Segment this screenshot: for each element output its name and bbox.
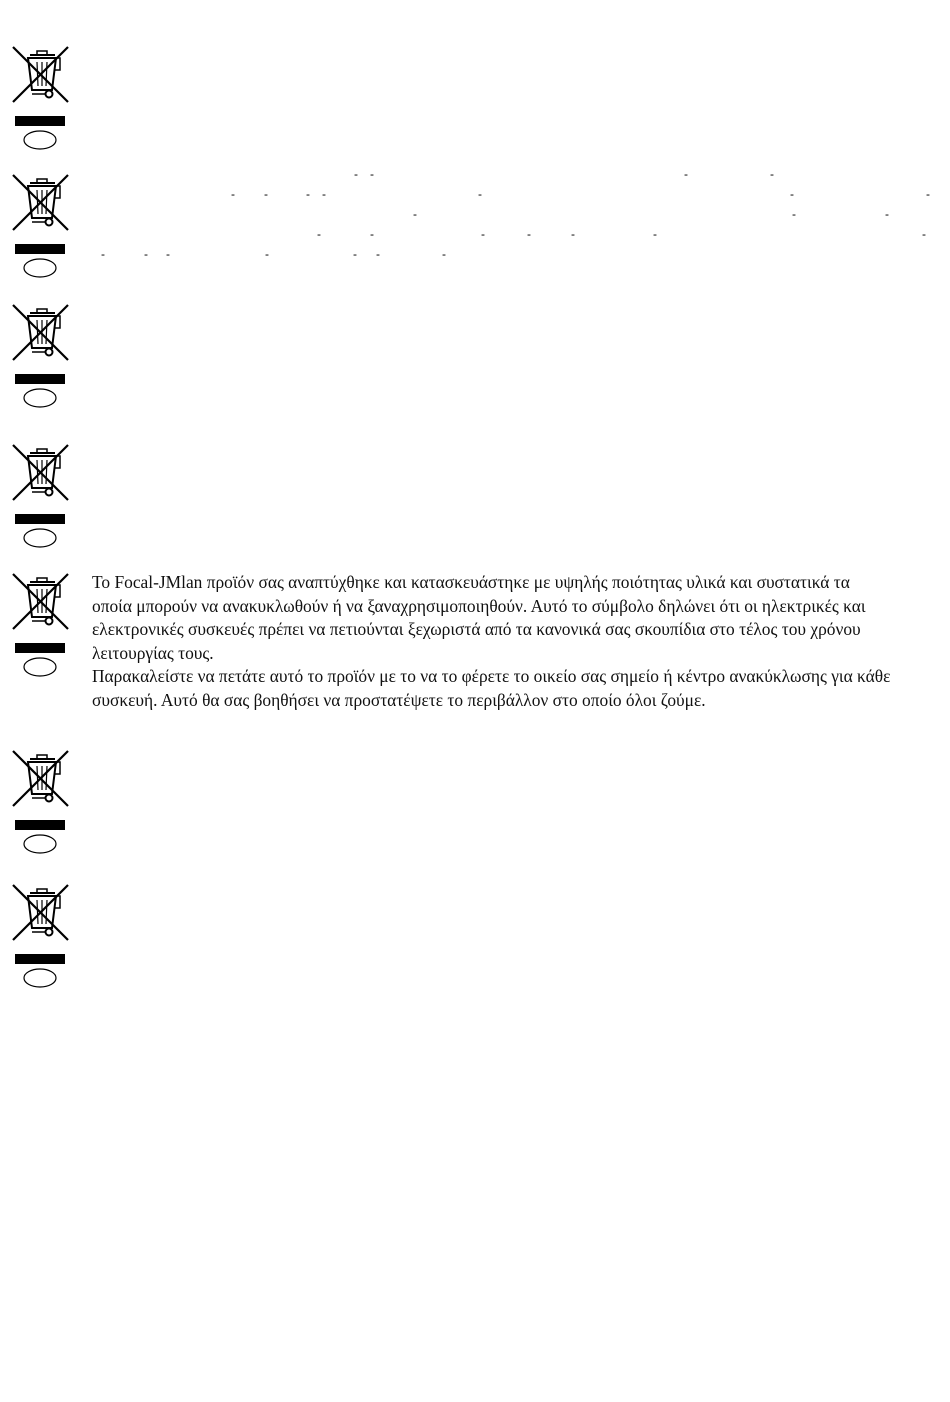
dash-mark: - [770, 167, 774, 181]
dash-mark: - [571, 227, 575, 241]
dash-mark: - [790, 187, 794, 201]
dash-mark: - [264, 187, 268, 201]
weee-icon [10, 172, 70, 282]
dash-mark: - [322, 187, 326, 201]
weee-icon [10, 882, 70, 992]
dash-mark: - [144, 247, 148, 261]
weee-icon [10, 442, 70, 552]
dash-mark: - [265, 247, 269, 261]
weee-icon [10, 302, 70, 412]
dash-mark: - [353, 247, 357, 261]
dash-mark: - [792, 207, 796, 221]
dash-mark: - [885, 207, 889, 221]
recycling-notice-greek [92, 571, 892, 713]
notice-paragraph-2: Παρακαλείστε να πετάτε αυτό το προϊόν με το να το φέρετε το οικείο σας σημείο ή κέντρο ανακύκλωσης για κάθε συσκευή. Αυτό θα σας βοηθήσει να προστατέψετε το περιβάλλον στο οποίο όλοι ζούμε. [92, 666, 891, 710]
dash-mark: - [317, 227, 321, 241]
dash-mark: - [413, 207, 417, 221]
dash-mark: - [922, 227, 926, 241]
dash-mark: - [653, 227, 657, 241]
dash-mark: - [527, 227, 531, 241]
dash-mark: - [442, 247, 446, 261]
dash-mark: - [306, 187, 310, 201]
dash-mark: - [684, 167, 688, 181]
weee-icon [10, 748, 70, 858]
weee-icon [10, 571, 70, 681]
dash-mark: - [354, 167, 358, 181]
dash-mark: - [231, 187, 235, 201]
dash-mark: - [370, 227, 374, 241]
dash-mark: - [478, 187, 482, 201]
dash-mark: - [481, 227, 485, 241]
dash-mark: - [370, 167, 374, 181]
dash-mark: - [376, 247, 380, 261]
dash-mark: - [166, 247, 170, 261]
notice-paragraph-1: Το Focal-JMlan προϊόν σας αναπτύχθηκε και κατασκευάστηκε με υψηλής ποιότητας υλικά και συστατικά τα οποία μπορούν να ανακυκλωθούν ή να ξαναχρησιμοποιηθούν. Αυτό το σύμβολο δηλώνει ότι οι ηλεκτρικές και ελεκτρονικές συσκευές πρέπει να πετιούνται ξεχωριστά από τα κανονικά σας σκουπίδια στο τέλος του χρόνου λειτουργίας τους. [92, 572, 866, 663]
dash-mark: - [101, 247, 105, 261]
dash-mark: - [926, 187, 930, 201]
weee-icon [10, 44, 70, 154]
